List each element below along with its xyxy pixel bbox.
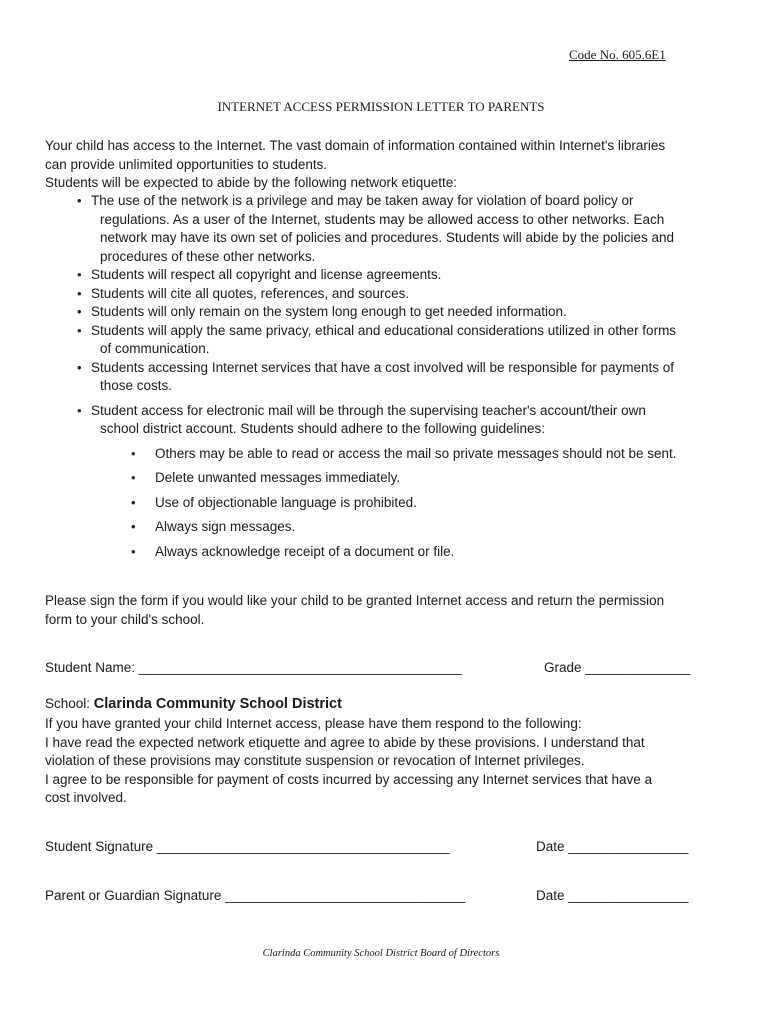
- response-line: I agree to be responsible for payment of costs incurred by accessing any Internet services that have a: [45, 771, 653, 787]
- etiquette-text: The use of the network is a privilege and may be taken away for violation of board policy or: [91, 193, 634, 208]
- bullet-icon: •: [77, 304, 82, 319]
- response-line: cost involved.: [45, 790, 127, 805]
- etiquette-text-cont: school district account. Students should adhere to the following guidelines:: [100, 421, 546, 436]
- sign-request-line: Please sign the form if you would like your child to be granted Internet access and return the permission: [45, 593, 665, 608]
- etiquette-item: [0, 285, 770, 304]
- email-guidelines-list: [91, 445, 730, 562]
- school-field: [45, 696, 342, 712]
- etiquette-item: [0, 359, 770, 396]
- student-signature-field[interactable]: Student Signature _______________________________________: [45, 839, 450, 854]
- etiquette-text-cont: of communication.: [100, 341, 210, 356]
- guideline-text: Always acknowledge receipt of a document or file.: [155, 543, 455, 559]
- bullet-icon: •: [131, 445, 136, 461]
- student-date-field[interactable]: Date ________________: [536, 839, 689, 854]
- school-label: School:: [45, 696, 91, 711]
- intro-line: can provide unlimited opportunities to students.: [45, 156, 328, 172]
- etiquette-list: [0, 192, 770, 567]
- guideline-item: [91, 445, 730, 464]
- bullet-icon: •: [131, 543, 136, 559]
- intro-line: Your child has access to the Internet. The vast domain of information contained within Internet's libraries: [45, 138, 666, 153]
- etiquette-item: [0, 303, 770, 322]
- parent-date-field[interactable]: Date ________________: [536, 888, 689, 903]
- response-line: I have read the expected network etiquette and agree to abide by these provisions. I understand that: [45, 734, 645, 750]
- sign-request-line: form to your child's school.: [45, 611, 205, 627]
- letter-title: INTERNET ACCESS PERMISSION LETTER TO PARENTS: [217, 99, 545, 114]
- guideline-item: [91, 469, 730, 488]
- bullet-icon: •: [77, 267, 82, 282]
- code-number: Code No. 605.6E1: [569, 47, 666, 62]
- intro-paragraph: [45, 137, 735, 193]
- etiquette-text: Students will apply the same privacy, ethical and educational considerations utilized in other forms: [91, 322, 677, 338]
- bullet-icon: •: [131, 470, 136, 485]
- guideline-text: Use of objectionable language is prohibited.: [155, 494, 417, 510]
- etiquette-text: Students accessing Internet services that have a cost involved will be responsible for payments of: [91, 359, 675, 375]
- guideline-text: Always sign messages.: [155, 519, 296, 534]
- etiquette-item: [0, 322, 770, 359]
- bullet-icon: •: [77, 402, 82, 418]
- bullet-icon: •: [77, 359, 82, 375]
- grade-field[interactable]: Grade ______________: [544, 660, 691, 675]
- etiquette-item: [0, 192, 770, 266]
- bullet-icon: •: [131, 494, 136, 510]
- etiquette-item: [0, 266, 770, 285]
- etiquette-text: Student access for electronic mail will be through the supervising teacher's account/their own: [91, 402, 646, 418]
- etiquette-text: Students will cite all quotes, references, and sources.: [91, 285, 410, 301]
- etiquette-text-cont: regulations. As a user of the Internet, students may be allowed access to other networks. Each: [100, 211, 665, 227]
- student-name-field[interactable]: Student Name: ___________________________________________: [45, 660, 462, 675]
- bullet-icon: •: [77, 322, 82, 338]
- guideline-item: [91, 543, 730, 562]
- response-line: violation of these provisions may constitute suspension or revocation of Internet privileges.: [45, 753, 585, 768]
- etiquette-text-cont: network may have its own set of policies and procedures. Students will abide by the policies and: [100, 230, 675, 245]
- etiquette-text: Students will respect all copyright and license agreements.: [91, 267, 442, 282]
- guideline-text: Delete unwanted messages immediately.: [155, 470, 401, 485]
- intro-line: Students will be expected to abide by the following network etiquette:: [45, 175, 458, 190]
- parent-signature-field[interactable]: Parent or Guardian Signature ________________________________: [45, 888, 466, 903]
- guideline-item: [91, 518, 730, 537]
- bullet-icon: •: [77, 285, 82, 301]
- etiquette-text-cont: procedures of these other networks.: [100, 248, 316, 264]
- etiquette-item: [0, 402, 770, 562]
- guideline-text: Others may be able to read or access the mail so private messages should not be sent.: [155, 445, 677, 461]
- etiquette-text: Students will only remain on the system long enough to get needed information.: [91, 304, 567, 319]
- bullet-icon: •: [131, 519, 136, 534]
- school-name: Clarinda Community School District: [93, 696, 342, 712]
- bullet-icon: •: [77, 193, 82, 208]
- response-paragraph: [45, 715, 745, 808]
- footer-text: Clarinda Community School District Board of Directors: [262, 948, 500, 959]
- response-line: If you have granted your child Internet access, please have them respond to the following:: [45, 716, 582, 731]
- sign-request-paragraph: [45, 592, 745, 629]
- etiquette-text-cont: those costs.: [100, 378, 173, 393]
- guideline-item: [91, 494, 730, 513]
